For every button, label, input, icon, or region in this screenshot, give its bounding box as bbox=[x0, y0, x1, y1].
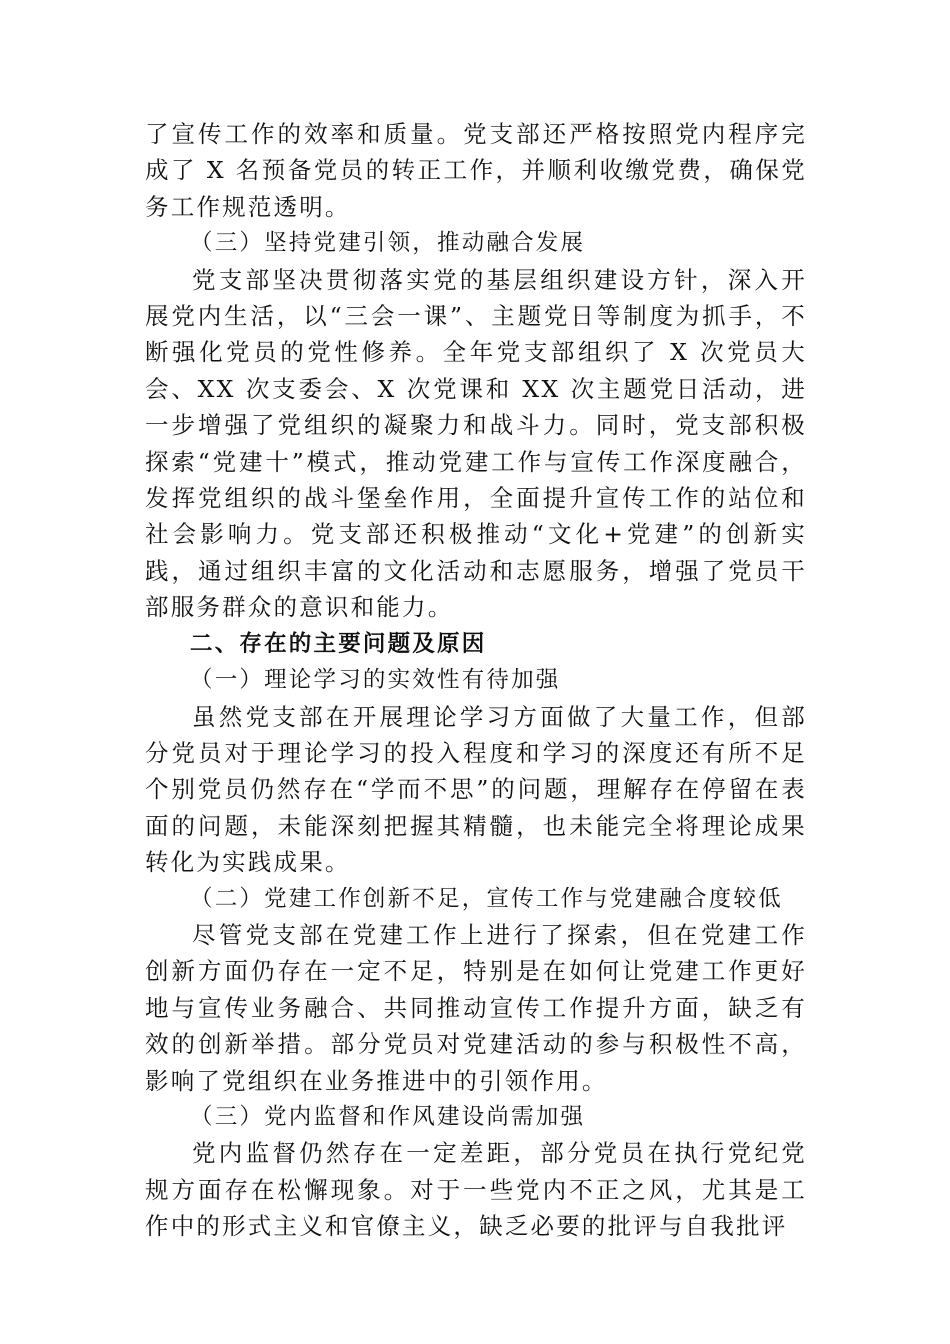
paragraph-2-1: 虽然党支部在开展理论学习方面做了大量工作，但部分党员对于理论学习的投入程度和学习的深度还有所不足个别党员仍然存在“学而不思”的问题，理解存在停留在表面的问题，未能深刻把握其精髓，也未能完全将理论成果转化为实践成果。 bbox=[145, 702, 807, 877]
subheading-2-3: （三）党内监督和作风建设尚需加强 bbox=[190, 1103, 586, 1130]
paragraph-continuation: 了宣传工作的效率和质量。党支部还严格按照党内程序完成了 X 名预备党员的转正工作，并顺利收缴党费，确保党务工作规范透明。 bbox=[145, 120, 807, 221]
subheading-2-2: （二）党建工作创新不足，宣传工作与党建融合度较低 bbox=[190, 885, 783, 912]
document-body bbox=[145, 116, 807, 1245]
paragraph-2-2: 尽管党支部在党建工作上进行了探索，但在党建工作创新方面仍存在一定不足，特别是在如何让党建工作更好地与宣传业务融合、共同推动宣传工作提升方面，缺乏有效的创新举措。部分党员对党建活动的参与积极性不高，影响了党组织在业务推进中的引领作用。 bbox=[145, 920, 807, 1095]
subheading-1-3: （三）坚持党建引领，推动融合发展 bbox=[190, 230, 586, 257]
subheading-2-1: （一）理论学习的实效性有待加强 bbox=[190, 667, 561, 694]
section-2-title: 二、存在的主要问题及原因 bbox=[190, 630, 487, 657]
paragraph-2-3: 党内监督仍然存在一定差距，部分党员在执行党纪党规方面存在松懈现象。对于一些党内不正之风，尤其是工作中的形式主义和官僚主义，缺乏必要的批评与自我批评 bbox=[145, 1139, 807, 1241]
paragraph-1-3: 党支部坚决贯彻落实党的基层组织建设方针，深入开展党内生活，以“三会一课”、主题党日等制度为抓手，不断强化党员的党性修养。全年党支部组织了 X 次党员大会、XX 次支委会、X 次党课和 XX 次主题党日活动，进一步增强了党组织的凝聚力和战斗力。同时，党支部积极探索“党建十”模式，推动党建工作与宣传工作深度融合，发挥党组织的战斗堡垒作用，全面提升宣传工作的站位和社会影响力。党支部还积极推动“文化+党建”的创新实践，通过组织丰富的文化活动和志愿服务，增强了党员干部服务群众的意识和能力。 bbox=[145, 265, 807, 622]
